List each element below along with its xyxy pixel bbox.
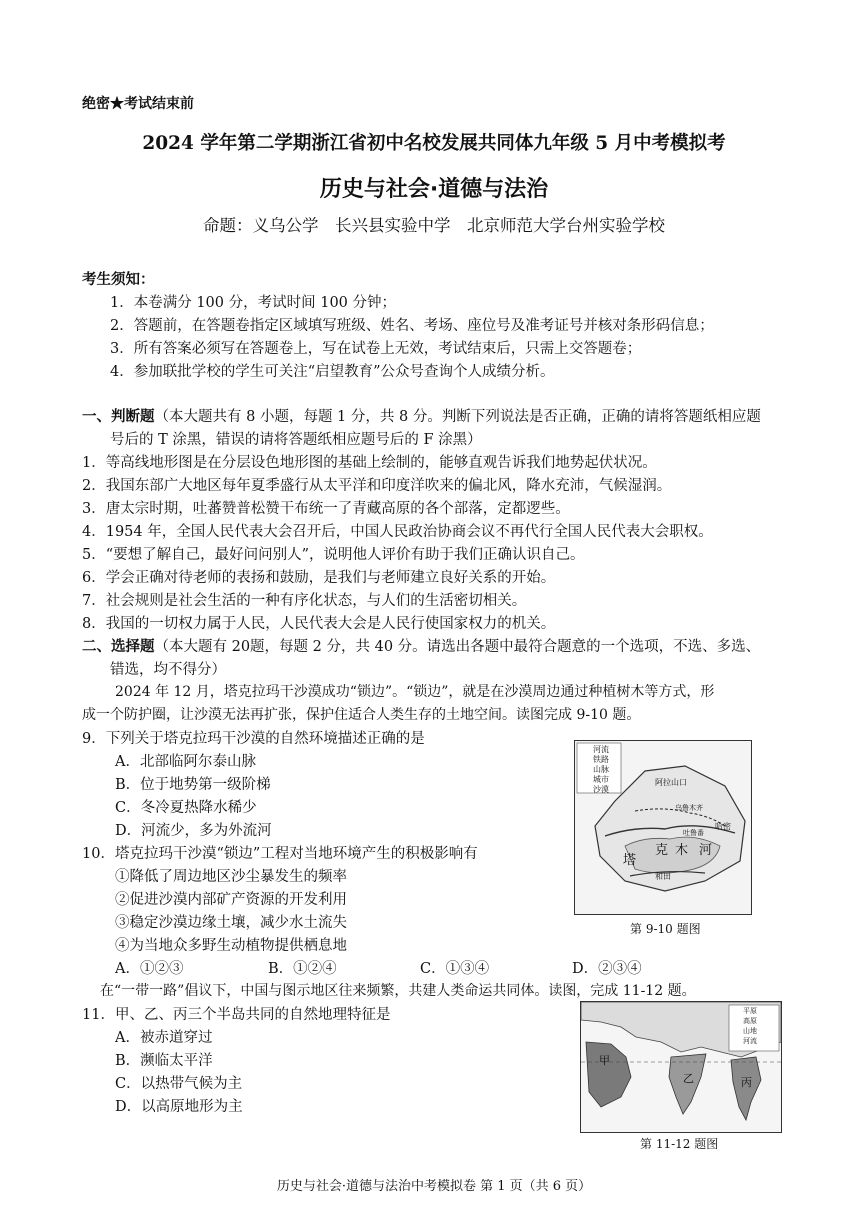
legend-railway: 铁路 [593, 755, 609, 764]
q10-statement: ②促进沙漠内部矿产资源的开发利用 [115, 892, 347, 908]
section2-desc: （本大题有 20题，每题 2 分，共 40 分。请选出各题中最符合题意的一个选项，不选、多选、 [154, 639, 761, 655]
material-2: 在“一带一路”倡议下，中国与图示地区往来频繁，共建人类命运共同体。读图，完成 11-12 题。 [100, 983, 696, 999]
q10-statement: ③稳定沙漠边缘土壤，减少水土流失 [115, 915, 347, 931]
judge-item-3: 3．唐太宗时期，吐蕃赞普松赞干布统一了青藏高原的各个部落，定都逻些。 [82, 501, 570, 517]
judge-item-7: 7．社会规则是社会生活的一种有序化状态，与人们的生活密切相关。 [82, 593, 527, 609]
authors-line: 命题：义乌公学 长兴县实验中学 北京师范大学台州实验学校 [203, 216, 665, 235]
map-label-ta: 塔 [623, 853, 637, 868]
notice-item: 3．所有答案必须写在答题卷上，写在试卷上无效，考试结束后，只需上交答题卷； [110, 341, 642, 357]
confidential-label: 绝密★考试结束前 [82, 96, 194, 112]
legend-plateau: 高原 [743, 1017, 757, 1025]
map-label-hami: 哈密 [715, 822, 731, 831]
q10-option-c: C．①③④ [420, 961, 490, 977]
notice-item: 4．参加联批学校的学生可关注“启望教育”公众号查询个人成绩分析。 [110, 364, 555, 380]
map1-caption: 第 9-10 题图 [630, 922, 701, 936]
q9-option-c: C．冬冷夏热降水稀少 [115, 800, 257, 816]
judge-item-1: 1．等高线地形图是在分层设色地形图的基础上绘制的，能够直观告诉我们地势起伏状况。 [82, 455, 657, 471]
notice-item: 1．本卷满分 100 分，考试时间 100 分钟； [110, 295, 397, 311]
map-label-mu: 木 [675, 843, 689, 858]
legend-desert: 沙漠 [593, 785, 609, 794]
peninsula-label-jia: 甲 [599, 1054, 610, 1067]
peninsula-label-bing: 丙 [741, 1076, 752, 1089]
notice-heading: 考生须知： [82, 271, 155, 288]
map-label-urumqi: 乌鲁木齐 [675, 804, 703, 812]
q10-statement: ④为当地众多野生动植物提供栖息地 [115, 938, 347, 954]
map-label-hotan: 和田 [655, 872, 671, 881]
taklamakan-map [574, 740, 752, 915]
legend-river: 河流 [743, 1037, 757, 1045]
q10-stem: 10．塔克拉玛干沙漠“锁边”工程对当地环境产生的积极影响有 [82, 846, 478, 862]
section2-heading: 二、选择题 [82, 638, 155, 655]
q11-option-c: C．以热带气候为主 [115, 1076, 243, 1092]
q10-statement: ①降低了周边地区沙尘暴发生的频率 [115, 869, 347, 885]
q10-option-a: A．①②③ [115, 961, 184, 977]
section2-desc-cont: 错选，均不得分） [110, 662, 226, 678]
exam-title: 2024 学年第二学期浙江省初中名校发展共同体九年级 5 月中考模拟考 [142, 133, 726, 154]
legend-river: 河流 [593, 745, 609, 754]
section1-desc-cont: 号后的 T 涂黑，错误的请将答题纸相应题号后的 F 涂黑） [110, 432, 482, 448]
judge-item-2: 2．我国东部广大地区每年夏季盛行从太平洋和印度洋吹来的偏北风，降水充沛，气候湿润。 [82, 478, 672, 494]
judge-item-6: 6．学会正确对待老师的表扬和鼓励，是我们与老师建立良好关系的开始。 [82, 570, 556, 586]
map2-caption: 第 11-12 题图 [640, 1137, 719, 1151]
legend-mountain: 山脉 [593, 765, 609, 774]
section1-header [82, 405, 761, 426]
section2-header [82, 635, 760, 656]
map-label-turpan: 吐鲁番 [683, 829, 704, 837]
section1-desc: （本大题共有 8 小题，每题 1 分，共 8 分。判断下列说法是否正确，正确的请将答题纸相应题 [154, 409, 761, 425]
subject-title: 历史与社会·道德与法治 [319, 177, 549, 202]
q11-stem: 11．甲、乙、丙三个半岛共同的自然地理特征是 [82, 1007, 391, 1023]
q11-option-a: A．被赤道穿过 [115, 1030, 213, 1046]
asia-peninsula-map [580, 1001, 782, 1133]
q9-stem: 9．下列关于塔克拉玛干沙漠的自然环境描述正确的是 [82, 731, 425, 747]
q9-option-b: B．位于地势第一级阶梯 [115, 777, 271, 793]
q9-option-d: D．河流少，多为外流河 [115, 823, 272, 839]
q10-option-d: D．②③④ [572, 961, 642, 977]
legend-city: 城市 [593, 775, 609, 784]
judge-item-5: 5．“要想了解自己，最好问问别人”，说明他人评价有助于我们正确认识自己。 [82, 547, 585, 563]
legend-mountain: 山地 [743, 1027, 757, 1035]
q11-option-d: D．以高原地形为主 [115, 1099, 243, 1115]
notice-item: 2．答题前，在答题卷指定区域填写班级、姓名、考场、座位号及准考证号并核对条形码信息； [110, 318, 714, 334]
legend-plain: 平原 [743, 1007, 757, 1015]
q11-option-b: B．濒临太平洋 [115, 1053, 213, 1069]
q9-option-a: A．北部临阿尔泰山脉 [115, 754, 256, 770]
q10-option-b: B．①②④ [268, 961, 337, 977]
section1-heading: 一、判断题 [82, 408, 155, 425]
map-label-ke: 克 [655, 843, 669, 858]
map-label-he: 河 [699, 843, 713, 858]
material-1-cont: 成一个防护圈，让沙漠无法再扩张，保护住适合人类生存的土地空间。读图完成 9-10 题。 [82, 707, 641, 723]
judge-item-4: 4．1954 年，全国人民代表大会召开后，中国人民政治协商会议不再代行全国人民代表大会职权。 [82, 524, 713, 540]
page-footer: 历史与社会·道德与法治中考模拟卷 第 1 页（共 6 页） [276, 1179, 592, 1194]
material-1: 2024 年 12 月，塔克拉玛干沙漠成功“锁边”。“锁边”，就是在沙漠周边通过种植树木等方式，形 [115, 684, 715, 700]
judge-item-8: 8．我国的一切权力属于人民，人民代表大会是人民行使国家权力的机关。 [82, 616, 556, 632]
peninsula-label-yi: 乙 [683, 1072, 694, 1085]
map-label-alashankou: 阿拉山口 [655, 778, 687, 787]
